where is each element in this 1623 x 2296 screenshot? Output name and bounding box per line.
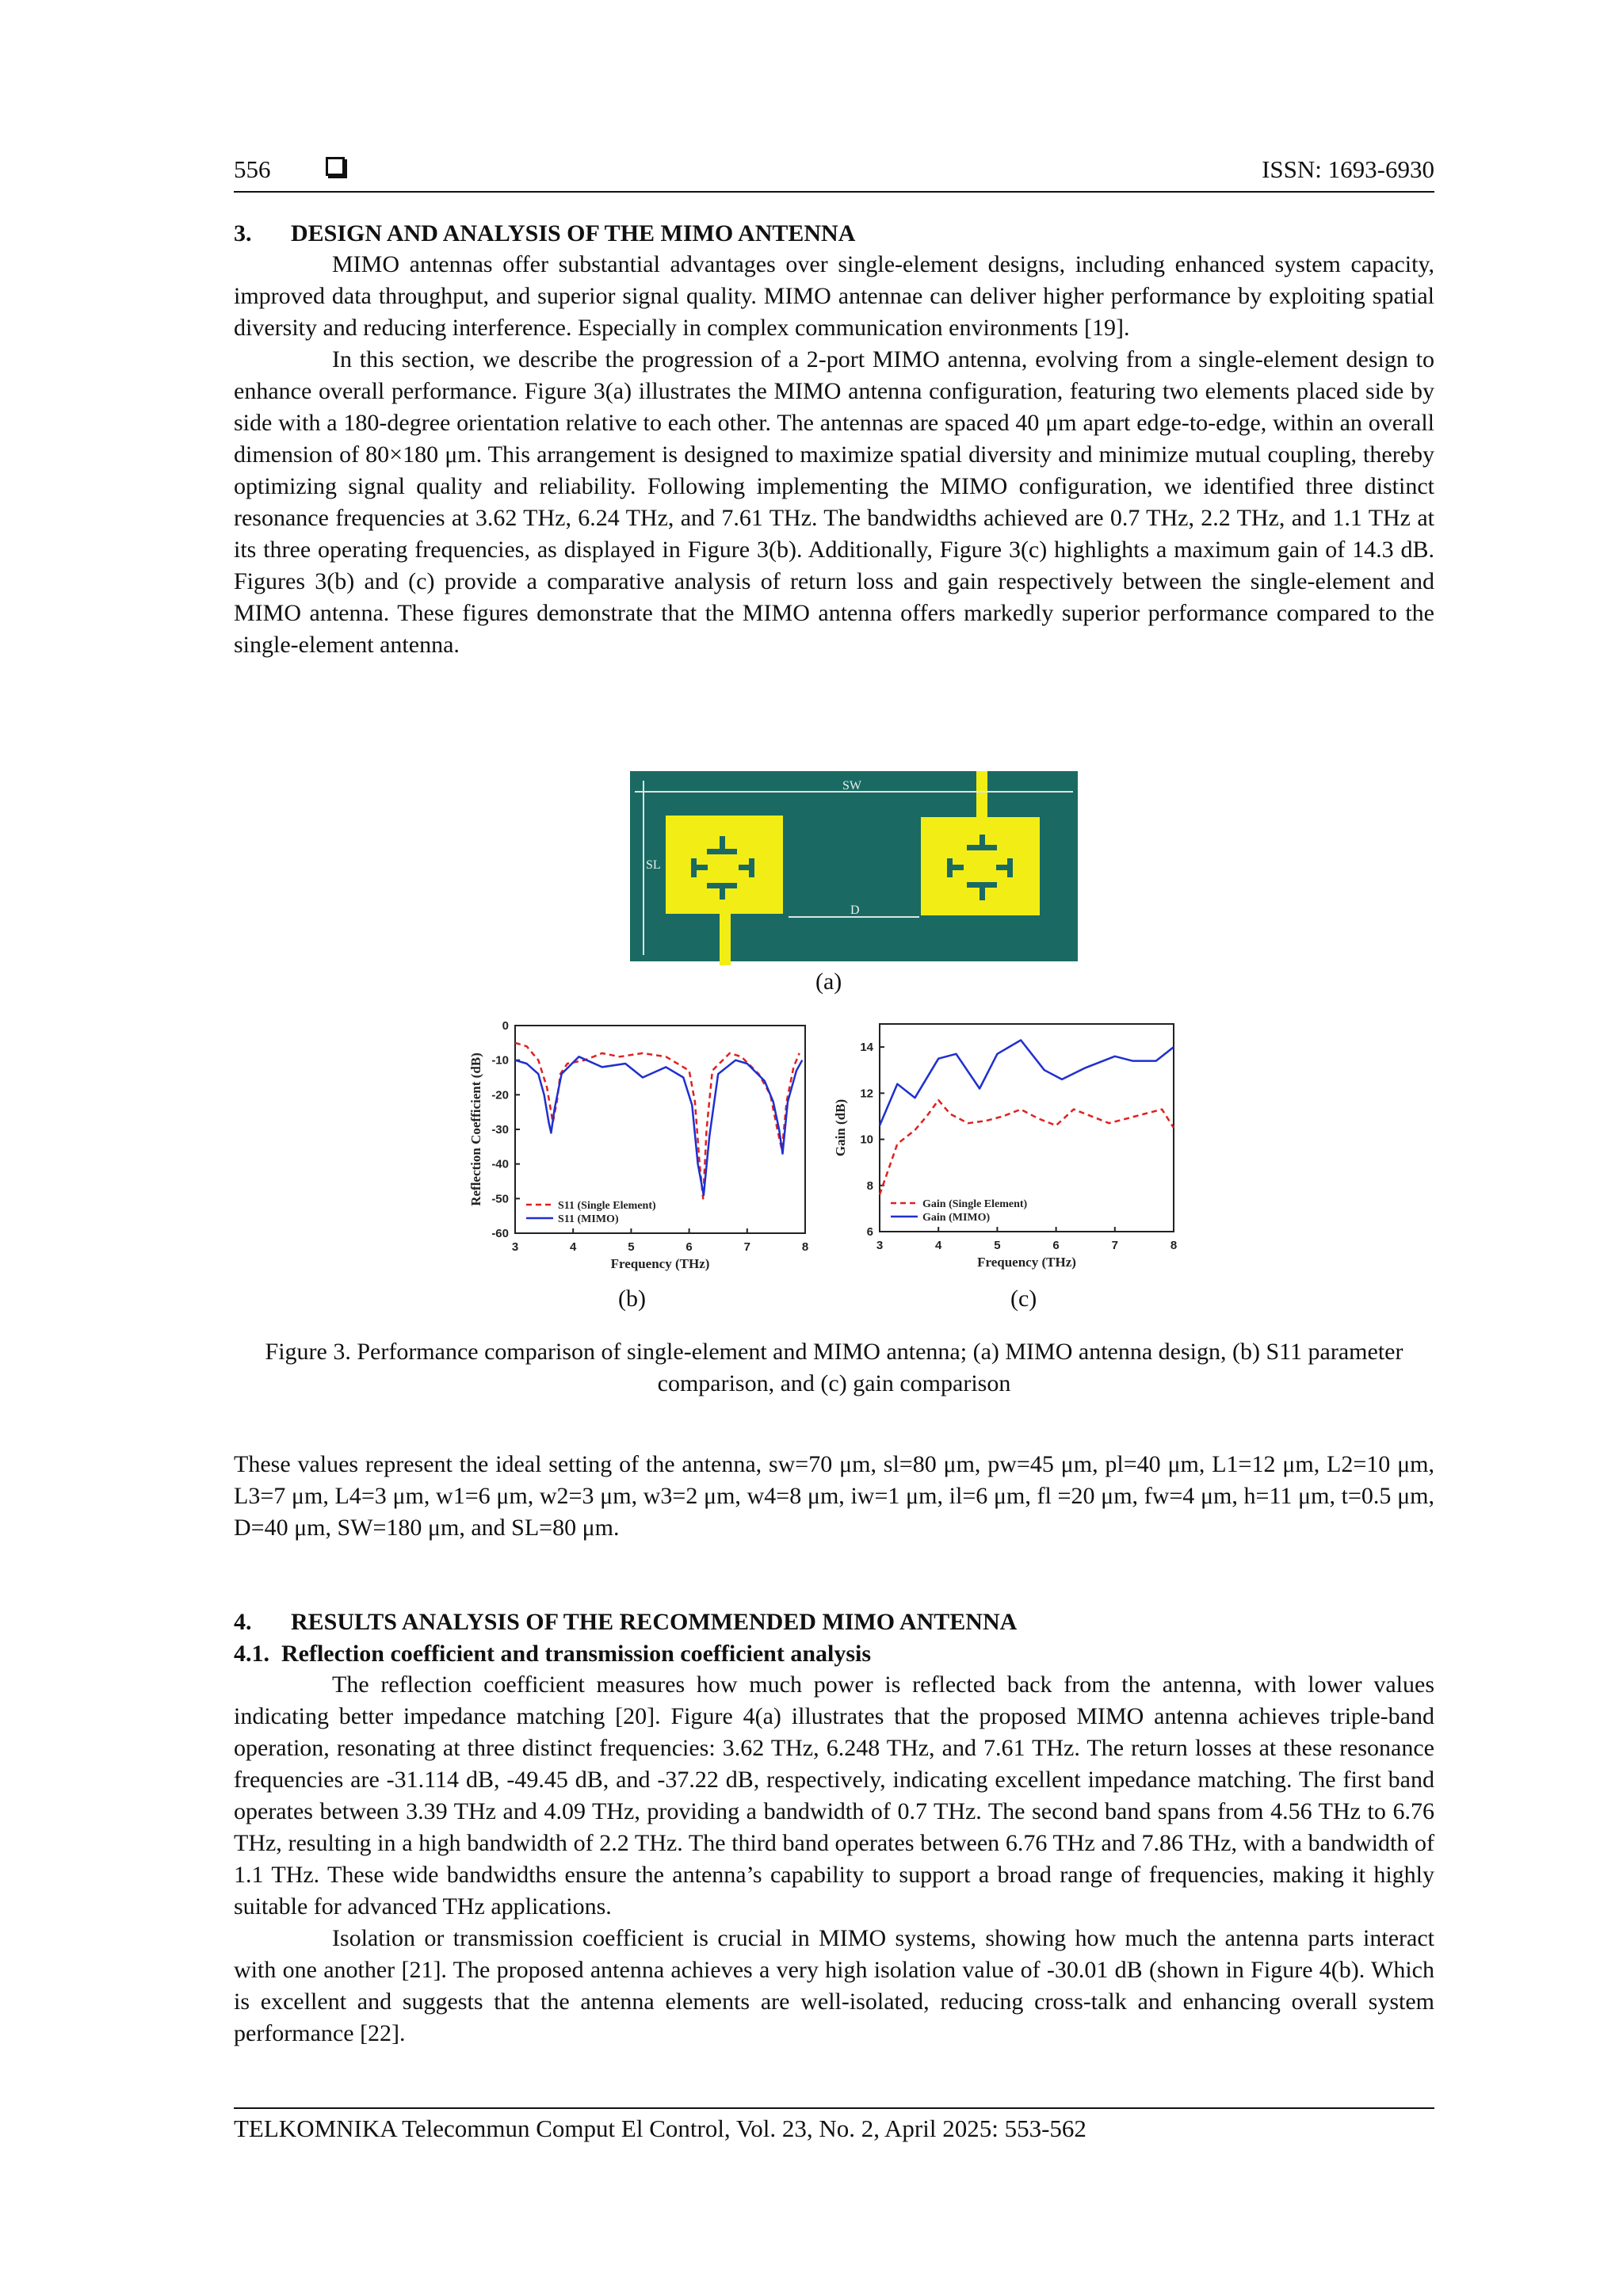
- legend-label: S11 (Single Element): [558, 1200, 656, 1212]
- y-axis-label: Gain (dB): [833, 1098, 848, 1157]
- section-4-body: [234, 1669, 1434, 2050]
- footer-rule: [234, 2107, 1434, 2109]
- issn: ISSN: 1693-6930: [1262, 155, 1434, 183]
- y-tick-label: 10: [860, 1133, 873, 1147]
- y-tick-label: 14: [860, 1041, 873, 1055]
- patch-right: [921, 817, 1040, 915]
- section-3-body: [234, 249, 1434, 661]
- subsection-number: 4.1.: [234, 1641, 269, 1667]
- x-tick-label: 3: [511, 1240, 519, 1254]
- y-tick-label: 0: [502, 1019, 509, 1033]
- series-line-single-element: [515, 1043, 800, 1199]
- x-tick-label: 6: [685, 1240, 693, 1254]
- paragraph: In this section, we describe the progression of a 2-port MIMO antenna, evolving from a single-element design to enhance overall performance. Figure 3(a) illustrates the MIMO antenna configuration, featuring two elements placed side by side with a 180-degree orientation relative to each other. The antennas are spaced 40 μm apart edge-to-edge, within an overall dimension of 80×180 μm. This arrangement is designed to maximize spatial diversity and minimize mutual coupling, thereby optimizing signal quality and reliability. Following implementing the MIMO configuration, we identified three distinct resonance frequencies at 3.62 THz, 6.24 THz, and 7.61 THz. The bandwidths achieved are 0.7 THz, 2.2 THz, and 1.1 THz at its three operating frequencies, as displayed in Figure 3(b). Additionally, Figure 3(c) highlights a maximum gain of 14.3 dB. Figures 3(b) and (c) provide a comparative analysis of return loss and gain respectively between the single-element and MIMO antenna. These figures demonstrate that the MIMO antenna offers markedly superior performance compared to the single-element antenna.: [234, 346, 1434, 658]
- x-tick-label: 7: [743, 1240, 750, 1254]
- section-title: RESULTS ANALYSIS OF THE RECOMMENDED MIMO ANTENNA: [291, 1609, 1018, 1635]
- legend-label: Gain (MIMO): [922, 1212, 991, 1224]
- section-number: 3.: [234, 220, 252, 246]
- mimo-antenna-diagram: [630, 771, 1078, 969]
- subsection-4-1-heading: [234, 1641, 871, 1668]
- section-number: 4.: [234, 1609, 252, 1635]
- page-footer: TELKOMNIKA Telecommun Comput El Control, Vol. 23, No. 2, April 2025: 553-562: [234, 2115, 1086, 2142]
- paragraph: These values represent the ideal setting of the antenna, sw=70 μm, sl=80 μm, pw=45 μm, pl=40 μm, L1=12 μm, L2=10 μm, L3=7 μm, L4=3 μm, w1=6 μm, w2=3 μm, w3=2 μm, w4=8 μm, iw=1 μm, il=6 μm, fl =20 μm, fw=4 μm, h=11 μm, t=0.5 μm, D=40 μm, SW=180 μm, and SL=80 μm.: [234, 1451, 1434, 1541]
- legend-label: Gain (Single Element): [922, 1198, 1028, 1210]
- checkbox-glyph-icon: [326, 157, 345, 176]
- subfigure-c-label: (c): [1010, 1286, 1037, 1312]
- y-tick-label: -60: [491, 1227, 509, 1240]
- series-line-mimo: [515, 1056, 802, 1195]
- page-number: 556: [234, 155, 271, 183]
- x-tick-label: 4: [935, 1239, 942, 1252]
- x-tick-label: 5: [628, 1240, 635, 1254]
- subfigure-b-label: (b): [618, 1286, 646, 1312]
- y-tick-label: 8: [866, 1179, 873, 1193]
- x-tick-label: 4: [570, 1240, 577, 1254]
- legend-label: S11 (MIMO): [558, 1213, 619, 1225]
- header-rule: [234, 191, 1434, 193]
- gain-chart: [832, 1016, 1434, 1289]
- y-tick-label: -50: [491, 1192, 509, 1206]
- parameters-paragraph: [234, 1449, 1434, 1544]
- section-4-heading: [234, 1609, 1017, 1636]
- paragraph: Isolation or transmission coefficient is crucial in MIMO systems, showing how much the antenna parts interact with one another [21]. The proposed antenna achieves a very high isolation value of -30.01 dB (shown in Figure 4(b). Which is excellent and suggests that the antenna elements are well-isolated, reducing cross-talk and enhancing overall system performance [22].: [234, 1925, 1434, 2046]
- x-tick-label: 7: [1111, 1239, 1118, 1252]
- series-line-single-element: [880, 1100, 1174, 1194]
- paragraph: The reflection coefficient measures how much power is reflected back from the antenna, with lower values indicating better impedance matching [20]. Figure 4(a) illustrates that the proposed MIMO antenna achieves triple-band operation, resonating at three distinct frequencies: 3.62 THz, 6.248 THz, and 7.61 THz. The return losses at these resonance frequencies are -31.114 dB, -49.45 dB, and -37.22 dB, respectively, indicating excellent impedance matching. The first band operates between 3.39 THz and 4.09 THz, providing a bandwidth of 0.7 THz. The second band spans from 4.56 THz to 6.76 THz, resulting in a high bandwidth of 2.2 THz. The third band operates between 6.76 THz and 7.86 THz, with a bandwidth of 1.1 THz. These wide bandwidths ensure the antenna’s capability to support a broad range of frequencies, making it highly suitable for advanced THz applications.: [234, 1671, 1434, 1920]
- y-axis-label: Reflection Coefficient (dB): [468, 1052, 483, 1206]
- y-tick-label: 12: [860, 1087, 873, 1101]
- x-axis-label: Frequency (THz): [977, 1255, 1076, 1270]
- subfigure-a-label: (a): [815, 968, 842, 995]
- x-tick-label: 8: [801, 1240, 809, 1254]
- paragraph: MIMO antennas offer substantial advantages over single-element designs, including enhanced system capacity, improved data throughput, and superior signal quality. MIMO antennae can deliver higher performance by exploiting spatial diversity and reducing interference. Especially in complex communication environments [19].: [234, 251, 1434, 341]
- y-tick-label: 6: [866, 1225, 873, 1239]
- d-label: D: [850, 904, 860, 917]
- y-tick-label: -20: [491, 1088, 509, 1102]
- y-tick-label: -30: [491, 1123, 509, 1137]
- x-tick-label: 3: [876, 1239, 884, 1252]
- sl-label: SL: [646, 858, 661, 872]
- page-header: [234, 155, 1434, 190]
- x-tick-label: 6: [1052, 1239, 1060, 1252]
- x-axis-label: Frequency (THz): [610, 1256, 710, 1271]
- figure-3-caption: Figure 3. Performance comparison of single-element and MIMO antenna; (a) MIMO antenna design, (b) S11 parameter comparison, and (c) gain comparison: [265, 1339, 1403, 1396]
- section-title: DESIGN AND ANALYSIS OF THE MIMO ANTENNA: [291, 220, 856, 246]
- y-tick-label: -10: [491, 1053, 509, 1068]
- feed-line-right: [976, 771, 987, 819]
- x-tick-label: 5: [994, 1239, 1001, 1252]
- x-tick-label: 8: [1170, 1239, 1178, 1252]
- section-3-heading: [234, 220, 855, 247]
- sw-label: SW: [842, 779, 861, 793]
- y-tick-label: -40: [491, 1157, 509, 1171]
- subsection-title: Reflection coefficient and transmission coefficient analysis: [281, 1641, 872, 1667]
